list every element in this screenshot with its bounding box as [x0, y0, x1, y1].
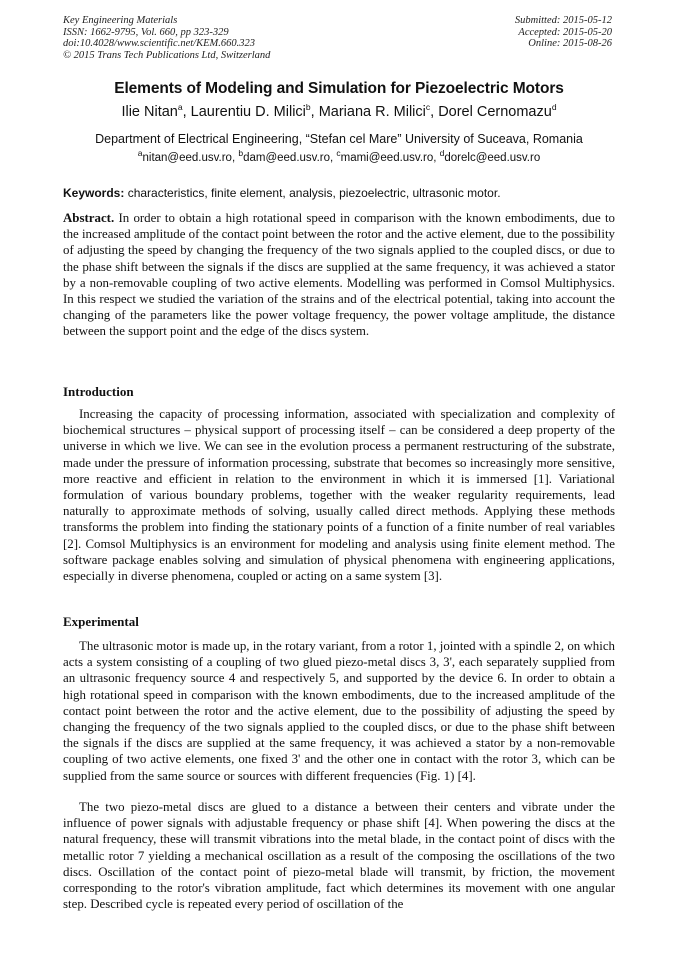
abstract-text: In order to obtain a high rotational speed in comparison with the known embodiments, due to the increased amplitude of the contact point between the rotor and the active element, due to the possibility of adjusting the speed by changing the frequency of the two signals applied to the coupled discs, or due to the phase shift between the signals if the discs are supplied at the same frequency, it was achieved a stator by a non-removable coupling of two active elements. Modelling was performed in Comsol Multiphysics. In this respect we studied the variation of the strains and of the electrical potential, taking into account the changing of the parameters like the power voltage frequency, the power voltage amplitude, the distance between the support point and the edge of the discs system.: [63, 211, 615, 339]
date-online: Online: 2015-08-26: [528, 38, 612, 49]
keywords-label: Keywords:: [63, 186, 125, 200]
keywords: [63, 186, 618, 200]
author-sup: c: [425, 102, 431, 113]
journal-header: [63, 15, 270, 61]
email-link[interactable]: dorelc@eed.usv.ro: [444, 152, 541, 164]
author-sup: b: [305, 102, 311, 113]
author-name: Laurentiu D. Milici: [190, 104, 306, 120]
author-list: Ilie Nitan$^a$, Laurentiu D. Milici$^b$, Mariana R. Milici$^c$, Dorel Cernomazu$^d$: [121, 102, 557, 120]
experimental-paragraph-1: The ultrasonic motor is made up, in the rotary variant, from a rotor 1, jointed with a spindle 2, on which acts a system consisting of a coupling of two glued piezo-metal discs 3, 3', each separately supplied from an ultrasonic frequency source 4 and respectively 5, and supported by the device 6. In order to obtain a high rotational speed in comparison with the known embodiments, due to the increased amplitude of the contact point between the rotor and the active element, due to the possibility of adjusting the speed by changing the frequency of the two signals applied to the coupled discs, or due to the phase shift between the signals if the discs are supplied at the same frequency, it was achieved a stator by a non-removable coupling of two active elements, one fixed 3' and the other one in contact with the rotor 3, which can be supplied from the same source or sources with different frequencies (Fig. 1) [4].: [63, 639, 615, 783]
email-sup: d: [439, 148, 445, 159]
email-link[interactable]: dam@eed.usv.ro: [243, 152, 330, 164]
author-name: Mariana R. Milici: [318, 104, 426, 120]
abstract: [63, 210, 615, 340]
email-list: $^a$nitan@eed.usv.ro, $^b$dam@eed.usv.ro, $^c$mami@eed.usv.ro, $^d$dorelc@eed.usv.ro: [137, 148, 541, 164]
author-sup: d: [551, 102, 557, 113]
introduction-heading: Introduction: [63, 384, 134, 399]
date-accepted: Accepted: 2015-05-20: [518, 26, 612, 38]
introduction-paragraph: Increasing the capacity of processing information, associated with specialization and complexity of biochemical structures – physical support of processing itself – can be considered a deep property of the universe in which we live. We can see in the evolution process a permanent restructuring of the substrate, made under the pressure of information processing, substrate that becomes so increasingly more sensitive, more reactive and efficient in relation to the environment in which it is immersed [1]. Variational formulation of various boundary problems, together with the weaker regularity requirements, lead naturally to approximate methods of solving, usually called direct methods. Applying these methods transforms the problem into finding the stationary points of a function of a finite number of real variables [2]. Comsol Multiphysics is an environment for modeling and analysis using finite element method. The software package enables solving and simulation of physical phenomena with engineering applications, especially in diverse phenomena, coupled or acting on a same system [3].: [63, 407, 615, 584]
keywords-text: characteristics, finite element, analysis, piezoelectric, ultrasonic motor.: [127, 186, 501, 200]
email-sup: b: [238, 148, 244, 159]
email-link[interactable]: nitan@eed.usv.ro: [142, 152, 232, 164]
affiliation: Department of Electrical Engineering, “Stefan cel Mare” University of Suceava, Romania: [95, 132, 583, 146]
email-sup: a: [137, 148, 143, 159]
journal-name: Key Engineering Materials: [63, 15, 178, 26]
author-name: Ilie Nitan: [121, 104, 178, 120]
abstract-label: Abstract.: [63, 211, 115, 225]
journal-copyright: © 2015 Trans Tech Publications Ltd, Switzerland: [63, 49, 271, 61]
email-link[interactable]: mami@eed.usv.ro: [340, 152, 434, 164]
experimental-paragraph-2: The two piezo-metal discs are glued to a distance a between their centers and vibrate under the influence of power signals with adjustable frequency or phase shift [4]. When powering the discs at the natural frequency, these will transmit vibrations into the metal blade, in the contact point of discs with the metallic rotor 7 yielding a mechanical oscillation as a result of the composing the oscillations of the two discs. Oscillation of the contact point of piezo-metal blade will transmit, by friction, the movement corresponding to the rotor's vibration amplitude, fact which determines its movement with one angular step. Described cycle is repeated every period of oscillation of the: [63, 800, 615, 912]
experimental-heading: Experimental: [63, 614, 139, 629]
author-name: Dorel Cernomazu: [438, 104, 552, 120]
journal-issn: ISSN: 1662-9795, Vol. 660, pp 323-329: [63, 26, 229, 38]
publication-dates: [515, 15, 612, 50]
paper-title: Elements of Modeling and Simulation for Piezoelectric Motors: [114, 80, 564, 97]
date-submitted: Submitted: 2015-05-12: [514, 15, 612, 26]
email-sup: c: [336, 148, 341, 159]
journal-doi: doi:10.4028/www.scientific.net/KEM.660.323: [63, 38, 255, 49]
author-sup: a: [177, 102, 183, 113]
